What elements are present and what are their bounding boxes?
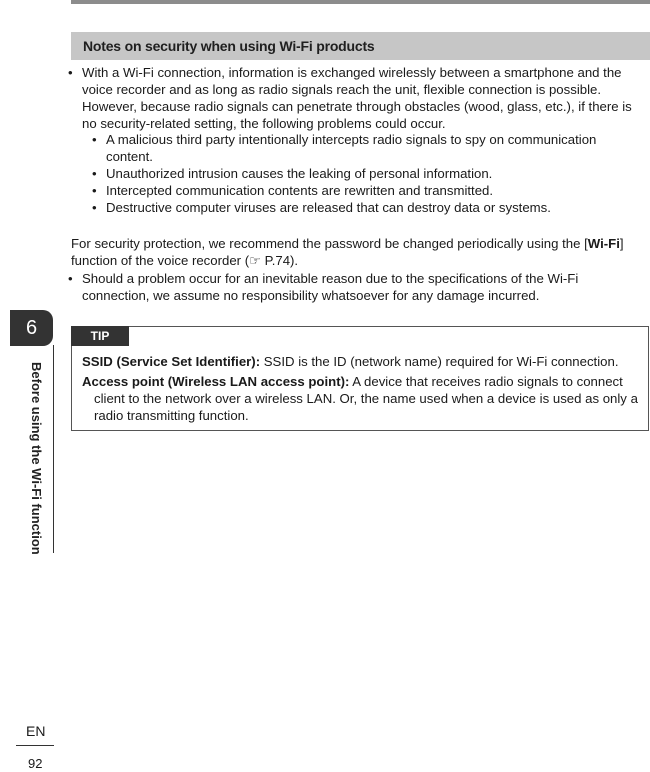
section-header [71,32,650,60]
tip-label: TIP [71,326,129,346]
problem-item: • Destructive computer viruses are released that can destroy data or systems. [106,199,646,216]
recommendation-text-end: ] function of the voice recorder (☞ P.74). [71,236,624,268]
footer-rule [16,745,54,746]
tip-term: SSID (Service Set Identifier): [82,354,261,369]
chapter-number-tab: 6 [10,310,53,346]
tip-item-ssid [82,353,642,370]
wifi-menu-label: Wi-Fi [587,236,620,251]
chapter-margin [0,0,56,772]
tip-definition: A device that receives radio signals to connect client to the network over a wireless LAN. Or, the name used when a device is used as only a radio transmitting function. [94,374,638,423]
tip-term: Access point (Wireless LAN access point): [82,374,350,389]
top-rule [71,0,650,4]
tip-item-access-point [82,373,642,424]
problem-item: • A malicious third party intentionally intercepts radio signals to spy on communication content. [106,131,646,165]
chapter-rule [53,345,54,553]
chapter-title: Before using the Wi-Fi function [29,362,44,555]
tip-definition: SSID is the ID (network name) required for Wi-Fi connection. [260,354,619,369]
language-label: EN [26,723,46,739]
recommendation-text: For security protection, we recommend the password be changed periodically using the [ [71,236,588,251]
page-number: 92 [28,756,43,771]
intro-bullet: • With a Wi-Fi connection, information is exchanged wirelessly between a smartphone and the voice recorder and as long as radio signals reach the unit, flexible connection is possible. However, because radio signals can penetrate through obstacles (wood, glass, etc.), if there is no security-related setting, the following problems could occur. [82,64,648,132]
recommendation-paragraph [71,235,650,269]
problem-item: • Unauthorized intrusion causes the leaking of personal information. [106,165,646,182]
problem-item: • Intercepted communication contents are rewritten and transmitted. [106,182,646,199]
disclaimer-bullet: • Should a problem occur for an inevitable reason due to the specifications of the Wi-Fi connection, we assume no responsibility whatsoever for any damage incurred. [82,270,648,304]
section-title: Notes on security when using Wi-Fi products [83,38,375,54]
